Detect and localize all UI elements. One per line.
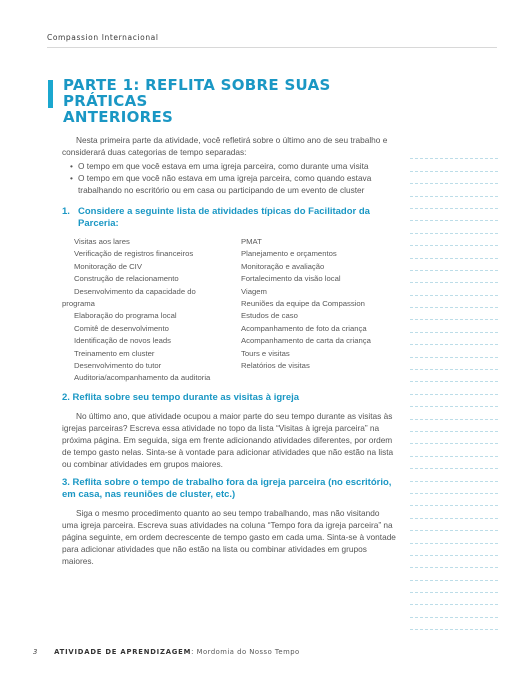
activity-item: Monitoração de CIV [74, 261, 142, 271]
note-line [410, 494, 498, 506]
section-3 [62, 477, 396, 567]
note-line [410, 531, 498, 543]
activity-item: Desenvolvimento da capacidade do [74, 286, 196, 296]
activity-item: Tours e visitas [241, 348, 290, 358]
intro-bullet-list [62, 160, 396, 196]
activity-item: Estudos de caso [241, 311, 298, 321]
section-2-paragraph: No último ano, que atividade ocupou a maior parte do seu tempo durante as visitas às igrejas parceiras? Escreva essa atividade no topo da lista “Visitas à igreja parceira” na próxima página. Em seguida, siga em frente adicionando atividades diferentes, por ordem de tempo gasto nelas. Sinta-se à vontade para adicionar atividades que não estão na lista ou combinar atividades em grupos maiores. [62, 410, 394, 469]
activity-item: Reuniões da equipe da Compassion [241, 299, 365, 309]
activity-item: Acompanhamento de carta da criança [241, 336, 371, 346]
activity-item: Fortalecimento da visão local [241, 274, 341, 284]
organization-name: Compassion Internacional [47, 33, 159, 42]
note-line [410, 296, 498, 308]
note-line [410, 581, 498, 593]
note-line [410, 506, 498, 518]
note-line [410, 221, 498, 233]
activity-item: Comitê de desenvolvimento [74, 323, 169, 333]
page-title-line-2: ANTERIORES [63, 108, 174, 126]
note-line [410, 159, 498, 171]
note-line [410, 568, 498, 580]
activity-item: Auditoria/acompanhamento da auditoria [74, 373, 211, 383]
activity-item: PMAT [241, 237, 262, 246]
note-line [410, 469, 498, 481]
note-line [410, 234, 498, 246]
title-accent-bar [48, 80, 53, 108]
note-line [410, 544, 498, 556]
activity-item: programa [62, 299, 95, 309]
note-line [410, 345, 498, 357]
section-1-heading [62, 206, 396, 230]
note-line [410, 246, 498, 258]
section-1-number: 1. [62, 206, 70, 217]
section-1-heading-text: Considere a seguinte lista de atividades típicas do Facilitador da Parceria: [78, 206, 370, 229]
page-title [63, 77, 383, 125]
activity-item: Construção de relacionamento [74, 274, 179, 284]
activity-item: Treinamento em cluster [74, 348, 155, 358]
section-2 [62, 392, 396, 470]
note-line [410, 444, 498, 456]
note-line [410, 593, 498, 605]
note-line [410, 308, 498, 320]
note-line [410, 605, 498, 617]
activity-item: Visitas aos lares [74, 237, 130, 246]
main-content [62, 134, 396, 567]
note-line [410, 209, 498, 221]
note-line [410, 320, 498, 332]
note-line [410, 184, 498, 196]
note-line [410, 382, 498, 394]
note-line [410, 618, 498, 630]
note-line [410, 482, 498, 494]
section-3-heading: 3. Reflita sobre o tempo de trabalho fora da igreja parceira (no escritório, em casa, nas reuniões de cluster, etc.) [62, 476, 392, 500]
activity-item: Desenvolvimento do tutor [74, 361, 162, 371]
page-number: 3 [33, 648, 39, 656]
note-line [410, 147, 498, 159]
activity-item: Identificação de novos leads [74, 336, 172, 346]
activities-column-1 [62, 236, 229, 385]
footer-subtitle: : Mordomia do Nosso Tempo [191, 648, 300, 656]
note-line [410, 283, 498, 295]
header-divider [47, 47, 497, 48]
activity-item: Relatórios de visitas [241, 361, 310, 371]
page-footer [33, 648, 300, 656]
activity-item: Viagem [241, 286, 267, 296]
note-line [410, 556, 498, 568]
activity-item: Planejamento e orçamentos [241, 249, 337, 259]
note-line [410, 333, 498, 345]
note-line [410, 259, 498, 271]
footer-label: ATIVIDADE DE APRENDIZAGEM [54, 648, 192, 656]
note-line [410, 172, 498, 184]
note-line [410, 358, 498, 370]
activities-column-2 [229, 236, 389, 385]
note-line [410, 457, 498, 469]
note-line [410, 271, 498, 283]
intro-bullet: • O tempo em que você estava em uma igreja parceira, como durante uma visita [62, 160, 396, 172]
section-3-paragraph: Siga o mesmo procedimento quanto ao seu tempo trabalhando, mas não visitando uma igreja parceira. Escreva suas atividades na coluna “Tempo fora da igreja parceira” na página seguinte, em ordem decrescente de tempo gasto em cada uma. Sinta-se à vontade para adicionar atividades que não estão na lista ou combinar atividades em grupos maiores. [62, 507, 396, 566]
note-line [410, 197, 498, 209]
note-line [410, 519, 498, 531]
activity-item: Acompanhamento de foto da criança [241, 323, 367, 333]
page-title-line-1: PARTE 1: REFLITA SOBRE SUAS PRÁTICAS [63, 76, 331, 110]
activity-item: Monitoração e avaliação [241, 261, 325, 271]
note-line [410, 407, 498, 419]
note-line [410, 395, 498, 407]
activities-list [62, 236, 396, 385]
intro-paragraph: Nesta primeira parte da atividade, você refletirá sobre o último ano de seu trabalho e considerará duas categorias de tempo separadas: [62, 135, 388, 157]
notes-lines [410, 147, 498, 630]
note-line [410, 370, 498, 382]
section-2-heading: 2. Reflita sobre seu tempo durante as visitas à igreja [62, 391, 300, 403]
intro-bullet: • O tempo em que você não estava em uma igreja parceira, como quando estava trabalhando no escritório ou em casa ou participando de um evento de cluster [62, 172, 396, 196]
activity-item: Elaboração do programa local [74, 311, 177, 321]
note-line [410, 420, 498, 432]
activity-item: Verificação de registros financeiros [74, 249, 194, 259]
note-line [410, 432, 498, 444]
